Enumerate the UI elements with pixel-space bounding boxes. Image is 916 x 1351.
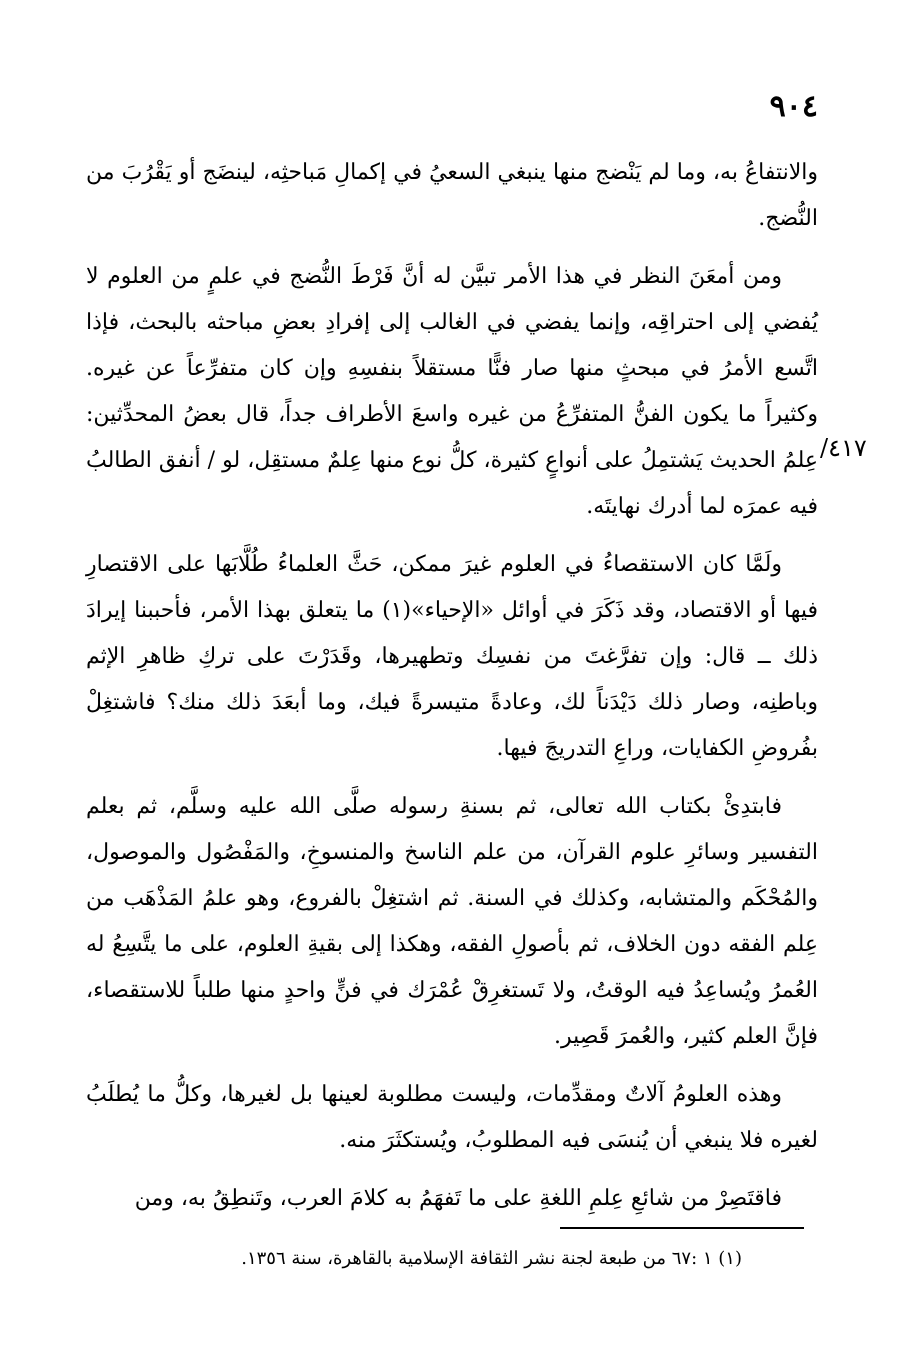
paragraph-3: ولَمَّا كان الاستقصاءُ في العلوم غيرَ ممكن، حَثَّ العلماءُ طُلَّابَها على الاقتصارِ فيها أو الاقتصاد، وقد ذَكَرَ في أوائل «الإحياء»(١) ما يتعلق بهذا الأمر، فأحببنا إيرادَ ذلك ــ قال: وإن تفرَّغتَ من نفسِك وتطهيرها، وقَدَرْتَ على تركِ ظاهرِ الإثم وباطنِه، وصار ذلك دَيْدَناً لك، وعادةً متيسرةً فيك، وما أبعَدَ ذلك منك؟ فاشتغِلْ بفُروضِ الكفايات، وراعِ التدريجَ فيها. xyxy=(86,552,818,761)
margin-page-reference: ٤١٧/ xyxy=(820,434,867,462)
paragraph-2: ومن أمعَنَ النظر في هذا الأمر تبيَّن له أنَّ فَرْطَ النُّضج في علمٍ من العلوم لا يُفضي إلى احتراقِه، وإنما يفضي في الغالب إلى إفرادِ بعضِ مباحثه بالبحث، فإذا اتَّسع الأمرُ في مبحثٍ منها صار فنًّا مستقلاً بنفسِهِ وإن كان متفرِّعاً عن غيره. وكثيراً ما يكون الفنُّ المتفرِّعُ من غيره واسعَ الأطراف جداً، قال بعضُ المحدِّثين: عِلمُ الحديث يَشتمِلُ على أنواعٍ كثيرة، كلُّ نوع منها عِلمٌ مستقِل، لو / أنفق الطالبُ فيه عمرَه لما أدرك نهايتَه. xyxy=(86,264,818,519)
page-number: ٩٠٤ xyxy=(769,89,818,124)
paragraph-6: فاقتَصِرْ من شائعِ عِلمِ اللغةِ على ما تَفهَمُ به كلامَ العرب، وتَنطِقُ به، ومن xyxy=(134,1186,782,1211)
paragraph-1: والانتفاعُ به، وما لم يَنْضج منها ينبغي السعيُ في إكمالِ مَباحثِه، لينضَج أو يَقْرُبَ من النُّضج. xyxy=(86,160,818,231)
paragraph-4: فابتدِئْ بكتاب الله تعالى، ثم بسنةِ رسوله صلَّى الله عليه وسلَّم، ثم بعلم التفسير وسائرِ علوم القرآن، من علم الناسخ والمنسوخِ، والمَفْصُول والموصول، والمُحْكَم والمتشابه، وكذلك في السنة. ثم اشتغِلْ بالفروع، وهو علمُ المَذْهَب من عِلم الفقه دون الخلاف، ثم بأصولِ الفقه، وهكذا إلى بقيةِ العلوم، على ما يتَّسِعُ له العُمرُ ويُساعِدُ فيه الوقتُ، ولا تَستغرِقْ عُمْرَك في فنٍّ واحدٍ منها طلباً للاستقصاء، فإنَّ العلم كثير، والعُمرَ قَصِير. xyxy=(86,794,818,1049)
main-text xyxy=(86,150,818,1234)
footnote-divider xyxy=(560,1227,804,1229)
paragraph-5: وهذه العلومُ آلاتٌ ومقدِّمات، وليست مطلوبة لعينها بل لغيرها، وكلُّ ما يُطلَبُ لغيره فلا ينبغي أن يُنسَى فيه المطلوبُ، ويُستكثَرَ منه. xyxy=(86,1082,818,1153)
footnote: (١) ١ :٦٧ من طبعة لجنة نشر الثقافة الإسلامية بالقاهرة، سنة ١٣٥٦. xyxy=(241,1248,742,1269)
